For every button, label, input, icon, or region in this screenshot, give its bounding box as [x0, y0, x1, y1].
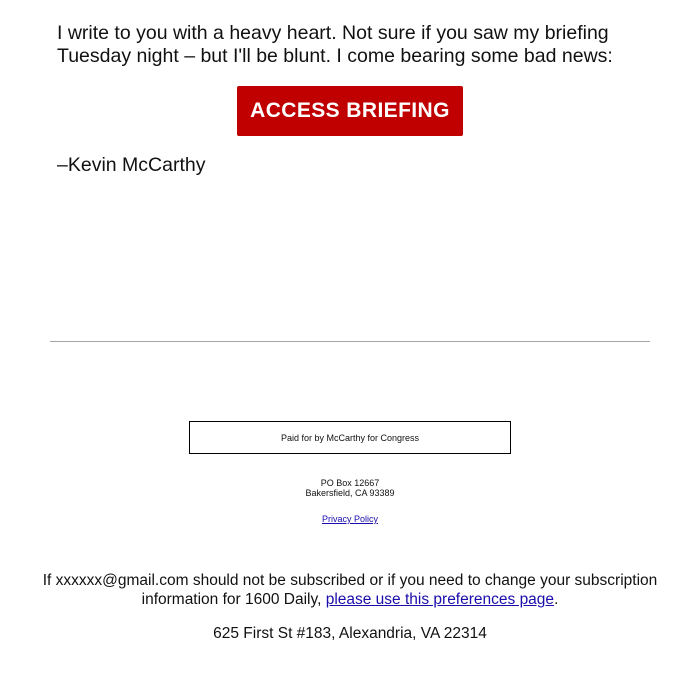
unsubscribe-notice-text: If xxxxxx@gmail.com should not be subscribed or if you need to change your subscription information for 1600 Daily, [42, 572, 658, 608]
city-line: Bakersfield, CA 93389 [305, 488, 395, 498]
email-intro-text: I write to you with a heavy heart. Not sure if you saw my briefing Tuesday night – but I'll be blunt. I come bearing some bad news: [57, 22, 613, 67]
unsubscribe-notice [25, 571, 675, 609]
access-briefing-button[interactable]: ACCESS BRIEFING [237, 86, 463, 136]
email-signature: –Kevin McCarthy [57, 154, 206, 176]
po-box-address [0, 478, 700, 498]
privacy-policy-row [0, 514, 700, 524]
privacy-policy-link[interactable]: Privacy Policy [321, 514, 378, 524]
po-box-line: PO Box 12667 [320, 478, 380, 488]
unsubscribe-notice-end: . [554, 591, 559, 608]
paid-for-disclaimer-box [189, 421, 511, 454]
mailing-address: 625 First St #183, Alexandria, VA 22314 [213, 625, 487, 642]
footer-divider [50, 341, 650, 342]
paid-for-disclaimer-text: Paid for by McCarthy for Congress [280, 432, 420, 443]
preferences-page-link[interactable]: please use this preferences page [325, 591, 555, 608]
